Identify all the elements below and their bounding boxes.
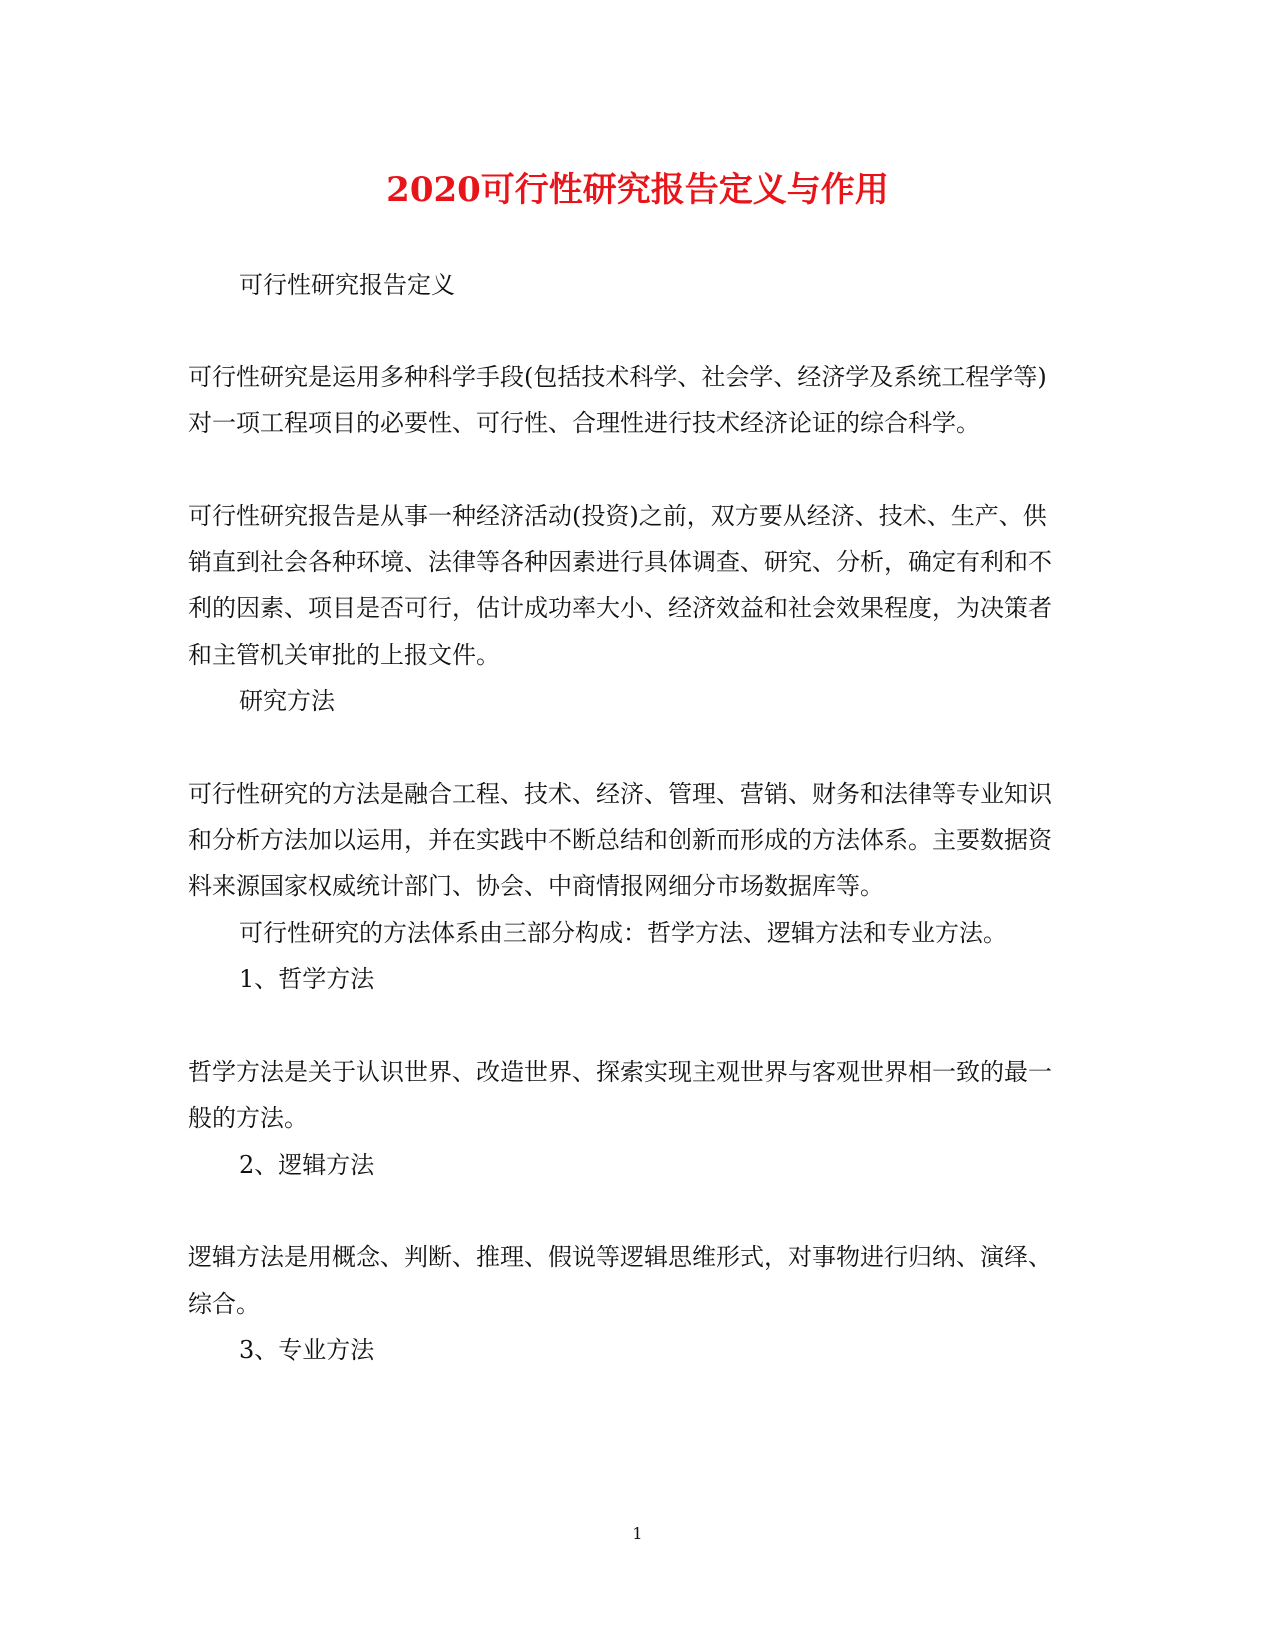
paragraph-line: 综合。 (188, 1290, 260, 1318)
paragraph-line: 可行性研究的方法体系由三部分构成：哲学方法、逻辑方法和专业方法。 (239, 919, 1007, 947)
paragraph-line: 般的方法。 (188, 1104, 308, 1132)
paragraph-line: 逻辑方法是用概念、判断、推理、假说等逻辑思维形式，对事物进行归纳、演绎、 (188, 1243, 1052, 1271)
paragraph-line: 料来源国家权威统计部门、协会、中商情报网细分市场数据库等。 (188, 872, 884, 900)
subheading-logic: 2、逻辑方法 (239, 1151, 375, 1179)
section-heading-definition: 可行性研究报告定义 (239, 271, 455, 299)
paragraph-line: 可行性研究的方法是融合工程、技术、经济、管理、营销、财务和法律等专业知识 (188, 780, 1052, 808)
section-heading-method: 研究方法 (239, 687, 335, 715)
document-title: 2020可行性研究报告定义与作用 (386, 170, 889, 210)
paragraph-line: 可行性研究是运用多种科学手段(包括技术科学、社会学、经济学及系统工程学等) (188, 363, 1047, 391)
paragraph-line: 利的因素、项目是否可行，估计成功率大小、经济效益和社会效果程度，为决策者 (188, 594, 1052, 622)
subheading-philosophy: 1、哲学方法 (239, 965, 375, 993)
paragraph-line: 销直到社会各种环境、法律等各种因素进行具体调查、研究、分析，确定有利和不 (188, 548, 1052, 576)
paragraph-line: 和主管机关审批的上报文件。 (188, 641, 500, 669)
paragraph-line: 和分析方法加以运用，并在实践中不断总结和创新而形成的方法体系。主要数据资 (188, 826, 1052, 854)
page-number: 1 (632, 1524, 643, 1543)
paragraph-line: 对一项工程项目的必要性、可行性、合理性进行技术经济论证的综合科学。 (188, 409, 980, 437)
paragraph-line: 哲学方法是关于认识世界、改造世界、探索实现主观世界与客观世界相一致的最一 (188, 1058, 1052, 1086)
subheading-professional: 3、专业方法 (239, 1336, 375, 1364)
paragraph-line: 可行性研究报告是从事一种经济活动(投资)之前，双方要从经济、技术、生产、供 (188, 502, 1047, 530)
